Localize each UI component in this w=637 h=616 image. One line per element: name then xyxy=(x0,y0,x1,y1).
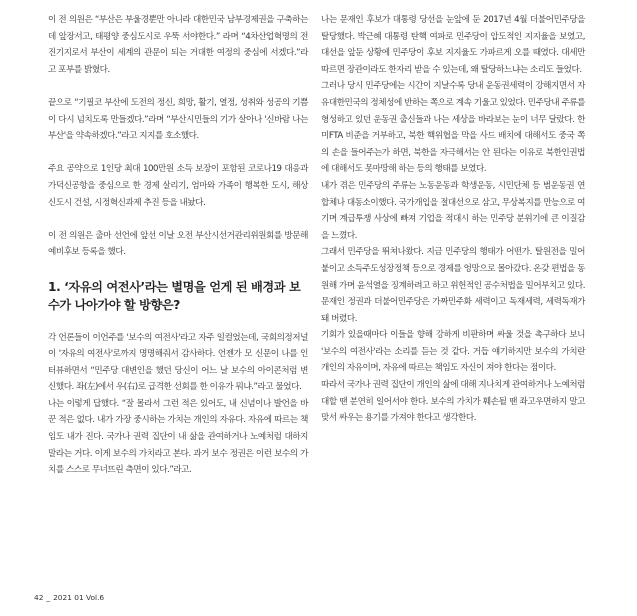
paragraph: 그러나 당시 민주당에는 시간이 지날수록 당내 운동권세력이 강해지면서 자유대한민국의 정체성에 반하는 쪽으로 계속 기울고 있었다. 민주당내 주류를 형성하고 있던 운동권 출신들과 나는 세상을 바라보는 눈이 너무 달랐다. 한미FTA 비준을 거부하고, 북한 핵위협을 막을 사드 배치에 대해서도 중국 쪽의 손을 들어주는가 하면, 북한을 자극해서는 안 된다는 이유로 북한인권법에 대해서도 못마땅해 하는 등의 행태를 보였다. xyxy=(321,81,585,175)
paragraph: 기회가 있을때마다 이들을 향해 강하게 비판하며 싸울 것을 촉구하다 보니 '보수의 여전사'라는 소리를 듣는 것 같다. 거듭 얘기하지만 보수의 가치란 개인의 자유이며, 자유에 따르는 책임도 자신이 져야 한다는 점이다. xyxy=(321,330,585,374)
paragraph: 끝으로 “기필코 부산에 도전의 정신, 희망, 활기, 열정, 성취와 성공의 기쁨이 다시 넘치도록 만들겠다.”라며 “부산시민들의 기가 살아나 '신바람 나는 부산'을 약속하겠다.”라고 지지를 호소했다. xyxy=(48,97,308,142)
section-heading: 1. ‘자유의 여전사’라는 별명을 얻게 된 배경과 보수가 나아가야 할 방향은? xyxy=(48,279,301,312)
paragraph: 이 전 의원은 출마 선언에 앞선 이날 오전 부산시선거관리위원회를 방문해 예비후보 등록을 했다. xyxy=(48,230,308,258)
right-column xyxy=(321,12,585,427)
volume-label: Vol.6 xyxy=(86,593,105,602)
page-footer xyxy=(34,593,104,602)
issue-date: 2021 01 xyxy=(53,593,84,602)
paragraph: 그래서 민주당을 뛰쳐나왔다. 지금 민주당의 행태가 어떤가. 탈원전을 밀어붙이고 소득주도성장정책 등으로 경제를 엉망으로 몰아갔다. 온갖 편법을 동원해 가며 윤석열을 징계하려고 하고 위헌적인 공수처법을 밀어부치고 있다. 문재인 정권과 더불어민주당은 가짜민주화 세력이고 독재세력, 세력독재가 돼 버렸다. xyxy=(321,247,585,324)
paragraph: 각 언론들이 이언주를 '보수의 여전사'라고 자주 일컬었는데, 국회의정저널이 '자유의 여전사'로까지 명명해줘서 감사하다. 언젠가 모 신문이 나를 인터뷰하면서 “민주당 대변인을 했던 당신이 어느 날 보수의 아이콘처럼 변신했다. 좌(左)에서 우(右)로 급격한 선회를 한 이유가 뭐냐.”라고 물었다. xyxy=(48,332,308,393)
paragraph: 내가 겪은 민주당의 주류는 노동운동과 학생운동, 시민단체 등 범운동권 연합체나 대동소이했다. 국가개입을 절대선으로 삼고, 무상복지를 만능으로 여기며 계급투쟁 사상에 빠져 기업을 적대시 하는 민주당 분위기에 큰 이질감을 느꼈다. xyxy=(321,180,585,241)
page-number: 42 xyxy=(34,593,44,602)
paragraph: 따라서 국가나 권력 집단이 개인의 삶에 대해 지나치게 관여하거나 노예처럼 대할 땐 분연히 일어서야 한다. 보수의 가치가 훼손될 땐 좌고우면하지 말고 맞서 싸우는 용기를 가져야 한다고 생각한다. xyxy=(321,380,585,424)
paragraph: 나는 이렇게 답했다. “잘 몰라서 그런 적은 있어도, 내 신념이나 발언을 바꾼 적은 없다. 내가 가장 중시하는 가치는 개인의 자유다. 자유에 따르는 책임도 내가 진다. 국가나 권력 집단이 내 삶을 관여하거나 노예처럼 대하지 말라는 거다. 이게 보수의 가치라고 본다. 과거 보수 정권은 이런 보수의 가치를 스스로 무너뜨린 측면이 있다.”라고. xyxy=(48,398,308,476)
paragraph: 주요 공약으로 1인당 최대 100만원 소득 보장이 포함된 코로나19 대응과 가덕신공항을 중심으로 한 경제 살리기, 엄마와 가족이 행복한 도시, 해상신도시 건설, 시정혁신과제 추진 등을 내놨다. xyxy=(48,164,308,208)
footer-separator: _ xyxy=(46,593,51,602)
left-column xyxy=(48,12,308,479)
paragraph: 나는 문재인 후보가 대통령 당선을 눈앞에 둔 2017년 4월 더불어민주당을 탈당했다. 박근혜 대통령 탄핵 여파로 민주당이 압도적인 지지율을 보였고, 대선을 앞둔 상황에 민주당이 후보 지지율도 가파르게 오를 때였다. 대세만 따르면 장관이라도 한자리 받을 수 있는데, 왜 탈당하느냐는 소리도 들었다. xyxy=(321,15,585,75)
paragraph: 이 전 의원은 “부산은 부울경뿐만 아니라 대한민국 남부경제권을 구축하는 데 앞장서고, 태평양 중심도시로 우뚝 서야한다.” 라며 “4차산업혁명의 전진기지로서 부산이 세계의 관문이 되는 거대한 여정의 중심에 서겠다.”라고 포부를 밝혔다. xyxy=(48,15,308,75)
